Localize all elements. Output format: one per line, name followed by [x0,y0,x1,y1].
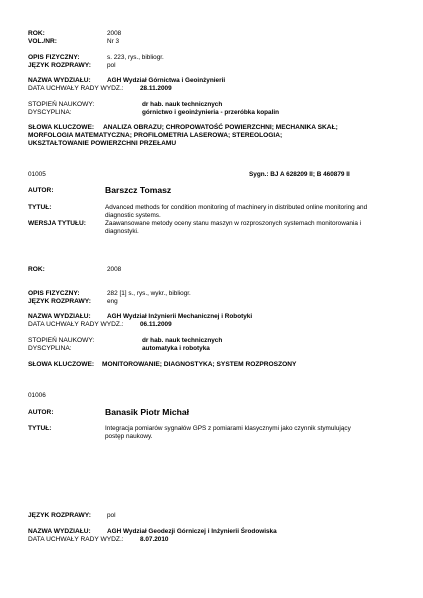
dyscyplina-label: DYSCYPLINA: [28,345,72,352]
data-uchwaly-value: 8.07.2010 [140,536,169,543]
jezyk-label: JĘZYK ROZPRAWY: [28,298,91,305]
tytul-label: TYTUŁ: [28,425,52,432]
wydzial-value: AGH Wydział Górnictwa i Geoinżynierii [107,77,226,84]
tytul-line-1: Advanced methods for condition monitoring of machinery in distributed online monitoring and [105,204,368,211]
jezyk-value: eng [107,298,118,305]
dyscyplina-value: automatyka i robotyka [142,345,210,352]
autor-label: AUTOR: [28,409,54,416]
data-uchwaly-label: DATA UCHWAŁY RADY WYDZ.: [28,85,124,92]
slowa-value: MONITOROWANIE; DIAGNOSTYKA; SYSTEM ROZPROSZONY [102,361,297,368]
jezyk-label: JĘZYK ROZPRAWY: [28,512,91,519]
data-uchwaly-label: DATA UCHWAŁY RADY WYDZ.: [28,321,124,328]
opis-label: OPIS FIZYCZNY: [28,54,80,61]
opis-label: OPIS FIZYCZNY: [28,290,80,297]
wydzial-value: AGH Wydział Geodezji Górniczej i Inżynierii Środowiska [107,528,277,535]
tytul-line-2: diagnostic systems. [105,212,161,219]
tytul-line-1: Integracja pomiarów sygnałów GPS z pomiarami klasycznymi jako czynnik stymulujący [105,425,351,432]
stopien-value: dr hab. nauk technicznych [142,337,223,344]
wydzial-value: AGH Wydział Inżynierii Mechanicznej i Robotyki [107,313,253,320]
dyscyplina-label: DYSCYPLINA: [28,109,72,116]
opis-value: 282 [1] s., rys., wykr., bibliogr. [107,290,191,297]
data-uchwaly-label: DATA UCHWAŁY RADY WYDZ.: [28,536,124,543]
tytul-line-2: postęp naukowy. [105,433,153,440]
wydzial-label: NAZWA WYDZIAŁU: [28,528,91,535]
jezyk-value: pol [107,512,116,519]
jezyk-value: pol [107,62,116,69]
vol-label: VOL./NR: [28,38,57,45]
wersja-tytulu-line-2: diagnostyki. [105,228,139,235]
rok-label: ROK: [28,30,45,37]
wersja-tytulu-label: WERSJA TYTUŁU: [28,220,86,227]
data-uchwaly-value: 06.11.2009 [140,321,172,328]
opis-value: s. 223, rys., bibliogr. [107,54,164,61]
slowa-label: SŁOWA KLUCZOWE: [28,361,95,368]
wydzial-label: NAZWA WYDZIAŁU: [28,77,91,84]
vol-value: Nr 3 [107,38,120,45]
rok-value: 2008 [107,30,122,37]
rok-value: 2008 [107,266,122,273]
rok-label: ROK: [28,266,45,273]
wydzial-label: NAZWA WYDZIAŁU: [28,313,91,320]
autor-name: Banasik Piotr Michał [105,407,190,417]
record-number: 01005 [28,171,46,178]
autor-name: Barszcz Tomasz [105,185,172,195]
slowa-label: SŁOWA KLUCZOWE: [28,124,95,131]
slowa-line-3: UKSZTAŁTOWANIE POWIERZCHNI PRZEŁAMU [28,140,177,147]
record-number: 01006 [28,392,46,399]
autor-label: AUTOR: [28,187,54,194]
stopien-value: dr hab. nauk technicznych [142,101,223,108]
slowa-line-1: ANALIZA OBRAZU; CHROPOWATOŚĆ POWIERZCHNI; MECHANIKA SKAŁ; [103,124,338,131]
slowa-line-2: MORFOLOGIA MATEMATYCZNA; PROFILOMETRIA LASEROWA; STEREOLOGIA; [28,132,283,139]
dyscyplina-value: górnictwo i geoinżynieria - przeróbka kopalin [142,109,280,116]
stopien-label: STOPIEŃ NAUKOWY: [28,337,95,344]
tytul-label: TYTUŁ: [28,204,52,211]
sygnatura: Sygn.: BJ A 628209 II; B 460879 II [249,171,350,178]
jezyk-label: JĘZYK ROZPRAWY: [28,62,91,69]
data-uchwaly-value: 28.11.2009 [140,85,172,92]
stopien-label: STOPIEŃ NAUKOWY: [28,101,95,108]
wersja-tytulu-line-1: Zaawansowane metody oceny stanu maszyn w rozproszonych systemach monitorowania i [105,220,362,227]
